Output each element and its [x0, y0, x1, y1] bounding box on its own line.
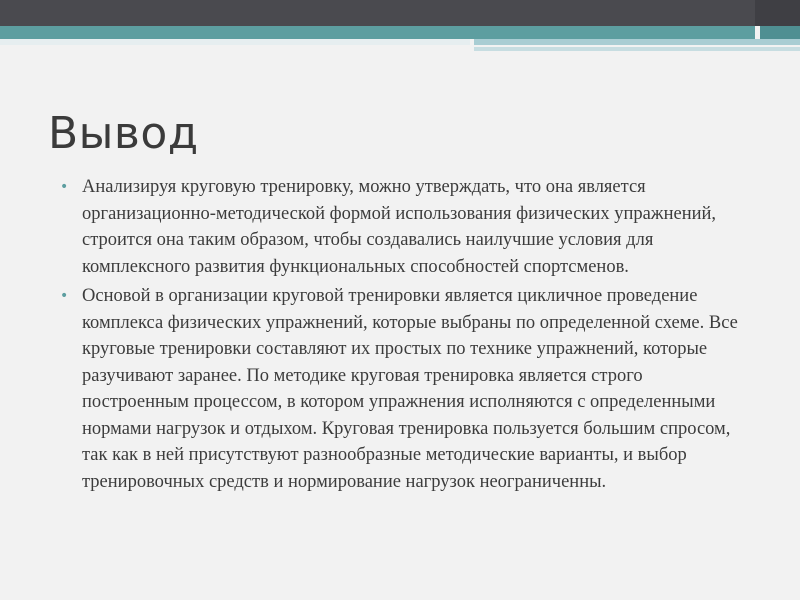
slide-title: Вывод — [48, 108, 199, 159]
bullet-text: Анализируя круговую тренировку, можно утверждать, что она является организационно-методической формой использования физических упражнений, строится она таким образом, чтобы создавались наилучшие условия для комплексного развития функциональных способностей спортсменов. — [82, 177, 717, 277]
header-teal-bar-end — [760, 26, 800, 39]
header-light-stripe — [0, 39, 470, 45]
bullet-dot-icon: • — [60, 179, 69, 195]
header-teal-bar — [0, 26, 755, 39]
header-dark-bar-end — [755, 0, 800, 26]
header-dark-bar — [0, 0, 800, 26]
bullet-list — [56, 174, 746, 498]
header-light-stripe-accent — [474, 39, 800, 45]
bullet-item — [56, 174, 746, 280]
bullet-dot-icon: • — [60, 288, 69, 304]
bullet-text: Основой в организации круговой тренировки является цикличное проведение комплекса физических упражнений, которые выбраны по определенной схеме. Все круговые тренировки составляют их простых по технике упражнений, которые разучивают заранее. По методике круговая тренировка является строго построенным процессом, в котором упражнения исполняются с определенными нормами нагрузок и отдыхом. Круговая тренировка пользуется большим спросом, так как в ней присутствуют разнообразные методические варианты, и выбор тренировочных средств и нормирование нагрузок неограниченны. — [82, 286, 738, 492]
bullet-item — [56, 283, 746, 495]
header-light-stripe-accent-lower — [474, 47, 800, 51]
